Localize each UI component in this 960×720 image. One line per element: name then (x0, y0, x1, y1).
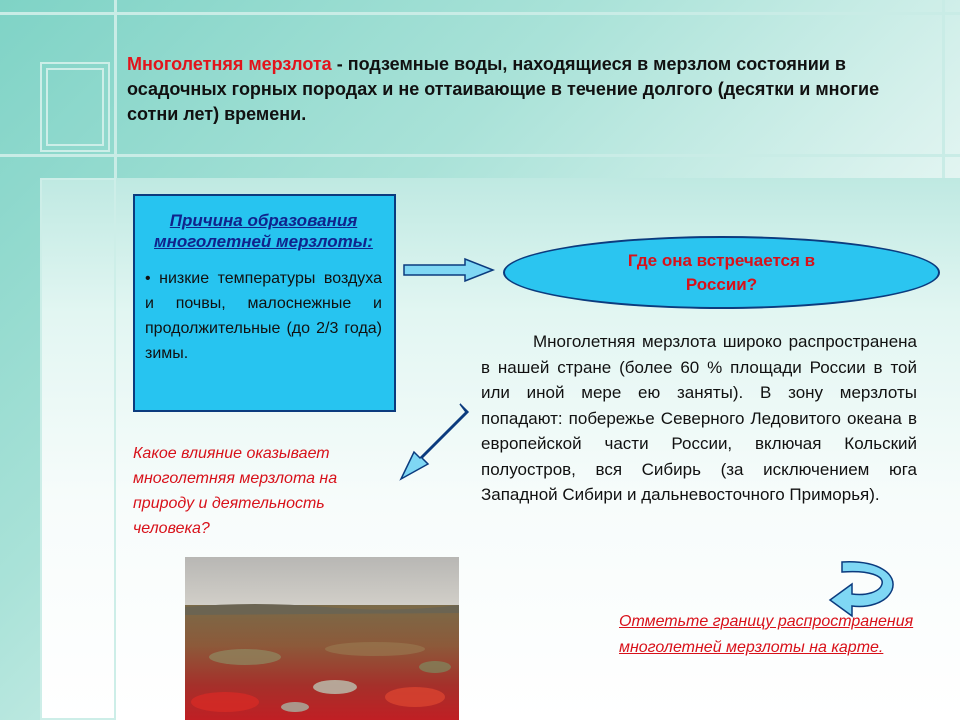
map-task-link[interactable]: Отметьте границу распространения многолетней мерзлоты на карте. (619, 613, 914, 656)
frame-line-vertical-1 (114, 0, 117, 180)
cause-bullet-text: низкие температуры воздуха и почвы, малоснежные и продолжительные (до 2/3 года) зимы. (145, 270, 382, 362)
top-left-inner-square (46, 68, 104, 146)
cause-heading: Причина образования многолетней мерзлоты: (154, 211, 373, 251)
right-arrow-icon (403, 258, 495, 282)
definition-heading (127, 52, 927, 127)
definition-text: - подземные воды, находящиеся в мерзлом состоянии в осадочных горных породах и не оттаивающие в течение долгого (десятки и многие сотни лет) времени. (127, 54, 880, 124)
frame-line-upper (0, 154, 960, 157)
term-label: Многолетняя мерзлота (127, 54, 332, 74)
influence-question: Какое влияние оказывает многолетняя мерзлота на природу и деятельность человека? (133, 445, 338, 537)
where-question-text: Где она встречается в России? (627, 250, 816, 294)
frame-line-vertical-2 (942, 0, 945, 180)
cause-box (133, 194, 396, 412)
where-question-ellipse (503, 236, 940, 309)
cause-text (145, 266, 382, 366)
frame-line-top (0, 12, 960, 15)
tundra-photo (185, 557, 459, 720)
down-left-arrow-icon (398, 402, 470, 482)
bullet-icon: • (145, 270, 151, 287)
body-frame-left (40, 178, 116, 720)
distribution-text: Многолетняя мерзлота широко распространена в нашей стране (более 60 % площади России в той или иной мере ею заняты). В зону мерзлоты попадают: побережье Северного Ледовитого океана в европейской части России, включая Кольский полуостров, вся Сибирь (за исключением юга Западной Сибири и дальневосточного Приморья). (481, 332, 917, 504)
